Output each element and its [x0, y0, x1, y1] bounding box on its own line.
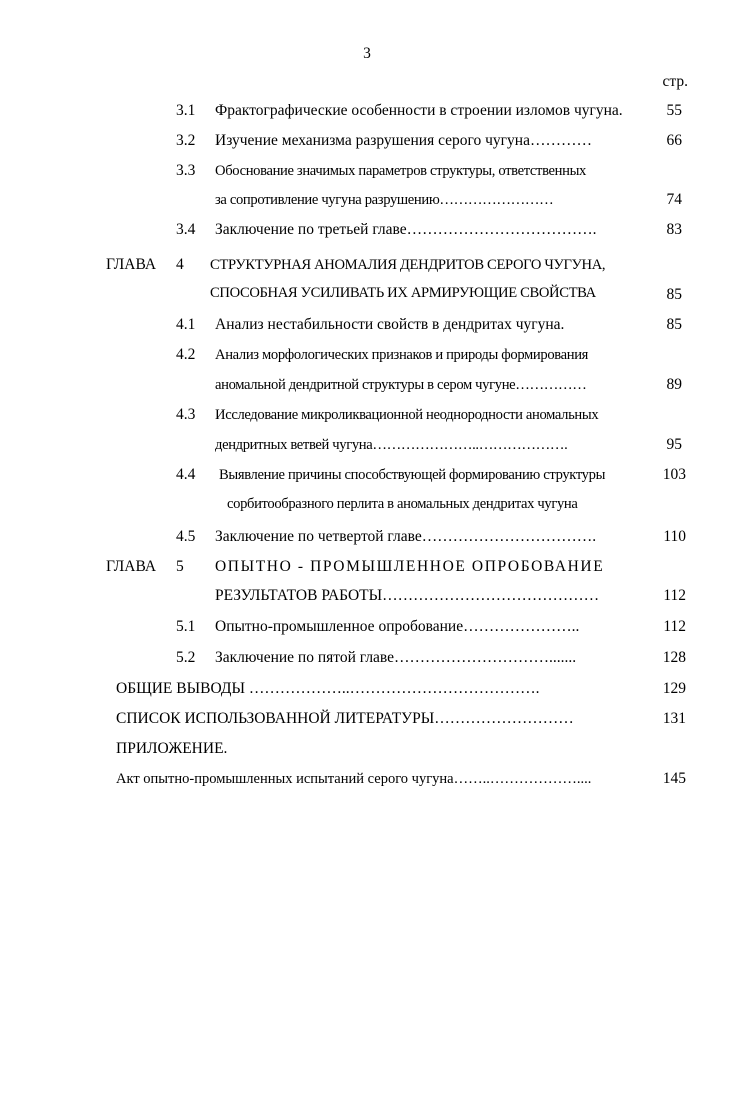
chapter-number: 4 — [176, 256, 184, 273]
toc-entry-title: Заключение по пятой главе…………………………....... — [215, 649, 577, 666]
toc-page-number: 131 — [662, 710, 686, 727]
toc-entry-title: ПРИЛОЖЕНИЕ. — [116, 740, 228, 757]
chapter-title: ОПЫТНО - ПРОМЫШЛЕННОЕ ОПРОБОВАНИЕ — [215, 558, 605, 575]
toc-page-number: 112 — [663, 587, 686, 604]
toc-entry-title: СПИСОК ИСПОЛЬЗОВАННОЙ ЛИТЕРАТУРЫ……………………… — [116, 710, 574, 727]
toc-number: 4.1 — [176, 316, 196, 333]
toc-number: 4.3 — [176, 406, 196, 423]
toc-entry-title: Анализ морфологических признаков и природы формирования — [215, 347, 589, 363]
chapter-number: 5 — [176, 558, 184, 575]
toc-page-number: 128 — [662, 649, 686, 666]
toc-entry-title: Опытно-промышленное опробование………………….. — [215, 618, 580, 635]
toc-page-number: 95 — [666, 436, 682, 453]
toc-number: 3.4 — [176, 221, 196, 238]
page-column-label: стр. — [662, 73, 688, 90]
toc-entry-title-cont: за сопротивление чугуна разрушению…………………… — [215, 192, 554, 208]
toc-number: 4.2 — [176, 346, 196, 363]
toc-page-number: 85 — [666, 316, 682, 333]
toc-page-number: 55 — [666, 102, 682, 119]
toc-page-number: 145 — [662, 770, 686, 787]
chapter-label: ГЛАВА — [106, 256, 157, 273]
toc-entry-title-cont: сорбитообразного перлита в аномальных дендритах чугуна — [227, 496, 578, 512]
toc-number: 5.1 — [176, 618, 196, 635]
toc-page-number: 85 — [666, 286, 682, 303]
toc-number: 4.5 — [176, 528, 196, 545]
toc-number: 3.2 — [176, 132, 196, 149]
toc-page-number: 103 — [662, 466, 686, 483]
toc-number: 3.3 — [176, 162, 196, 179]
toc-entry-title-cont: дендритных ветвей чугуна…………………..………………. — [215, 437, 568, 453]
toc-page-number: 66 — [666, 132, 682, 149]
toc-entry-title: Фрактографические особенности в строении изломов чугуна. — [215, 102, 623, 119]
toc-page-number: 74 — [666, 191, 682, 208]
toc-entry-title: Заключение по третьей главе………………………………. — [215, 221, 597, 238]
chapter-title-cont: СПОСОБНАЯ УСИЛИВАТЬ ИХ АРМИРУЮЩИЕ СВОЙСТВА — [210, 285, 596, 301]
toc-entry-title: Выявление причины способствующей формированию структуры — [219, 467, 606, 483]
chapter-title-cont: РЕЗУЛЬТАТОВ РАБОТЫ…………………………………… — [215, 587, 600, 604]
toc-entry-title: Заключение по четвертой главе……………………………. — [215, 528, 597, 545]
chapter-title: СТРУКТУРНАЯ АНОМАЛИЯ ДЕНДРИТОВ СЕРОГО ЧУГУНА, — [210, 257, 606, 273]
toc-page-number: 89 — [666, 376, 682, 393]
page-number: 3 — [363, 45, 371, 62]
toc-page-number: 129 — [662, 680, 686, 697]
toc-number: 3.1 — [176, 102, 196, 119]
toc-page-number: 83 — [666, 221, 682, 238]
toc-entry-title: Анализ нестабильности свойств в дендритах чугуна. — [215, 316, 565, 333]
toc-entry-title: Обоснование значимых параметров структуры, ответственных — [215, 163, 586, 179]
toc-number: 5.2 — [176, 649, 196, 666]
toc-entry-title-cont: аномальной дендритной структуры в сером чугуне…………… — [215, 377, 587, 393]
toc-page-number: 110 — [663, 528, 686, 545]
toc-number: 4.4 — [176, 466, 196, 483]
toc-entry-title: Изучение механизма разрушения серого чугуна………… — [215, 132, 592, 149]
toc-entry-title: Исследование микроликвационной неоднородности аномальных — [215, 407, 599, 423]
chapter-label: ГЛАВА — [106, 558, 157, 575]
toc-entry-title: ОБЩИЕ ВЫВОДЫ ………………..………………………………. — [116, 680, 540, 697]
toc-entry-title: Акт опытно-промышленных испытаний серого чугуна……..……………….... — [116, 771, 592, 787]
toc-page-number: 112 — [663, 618, 686, 635]
